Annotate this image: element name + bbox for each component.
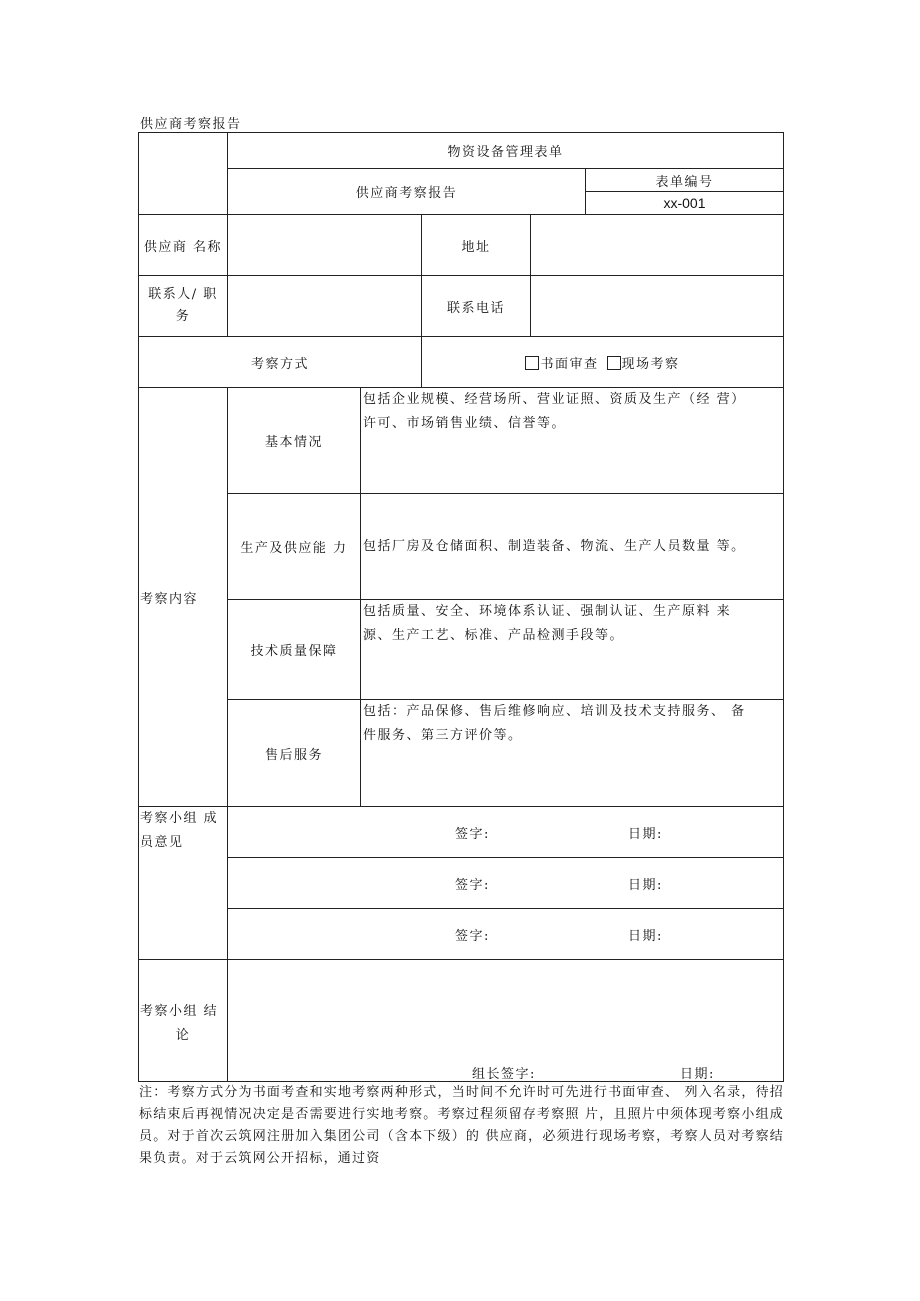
date-label: 日期: <box>628 929 663 944</box>
written-review-label: 书面审查 <box>540 356 599 372</box>
inspection-method-options <box>422 337 783 387</box>
written-review-checkbox[interactable] <box>525 353 598 372</box>
desc-line: 许可、市场销售业绩、信誉等。 <box>363 416 567 431</box>
onsite-inspection-label: 现场考察 <box>621 356 680 372</box>
contact-label-line-2: 务 <box>175 309 191 324</box>
contact-person-field[interactable] <box>228 276 421 336</box>
label-line: 考察小组 结 <box>140 1004 219 1019</box>
inspection-method-label: 考察方式 <box>250 356 309 372</box>
production-capacity-desc <box>363 494 781 599</box>
date-label: 日期: <box>628 878 663 893</box>
checkbox-icon <box>607 356 621 370</box>
after-sales-label: 售后服务 <box>264 747 323 763</box>
document-title: 供应商考察报告 <box>140 117 242 132</box>
form-number-label: 表单编号 <box>655 174 714 190</box>
conclusion-date-label: 日期: <box>680 1067 715 1082</box>
date-label: 日期: <box>628 827 663 842</box>
basic-info-desc <box>363 388 781 493</box>
production-capacity-label: 生产及供应能 力 <box>240 541 348 556</box>
checkbox-icon <box>525 356 539 370</box>
leader-signature-label: 组长签字: <box>472 1067 536 1082</box>
label-line: 员意见 <box>140 835 184 850</box>
basic-info-label: 基本情况 <box>264 435 323 450</box>
supplier-name-field[interactable] <box>228 215 421 275</box>
desc-line: 包括厂房及仓储面积、制造装备、物流、生产人员数量 等。 <box>363 538 746 554</box>
supplier-name-label: 供应商 名称 <box>143 239 223 255</box>
team-opinion-label <box>140 807 227 959</box>
onsite-inspection-checkbox[interactable] <box>607 353 680 372</box>
signature-label: 签字: <box>455 827 490 842</box>
phone-label: 联系电话 <box>446 300 505 316</box>
inspection-content-label: 考察内容 <box>140 591 199 607</box>
form-header-title: 物资设备管理表单 <box>447 145 564 160</box>
team-conclusion-label <box>140 1000 226 1048</box>
desc-line: 源、生产工艺、标准、产品检测手段等。 <box>363 628 625 643</box>
address-field[interactable] <box>531 215 783 275</box>
quality-assurance-desc <box>363 600 781 699</box>
after-sales-desc <box>363 700 781 806</box>
desc-line: 包括：产品保修、售后维修响应、培训及技术支持服务、 备 <box>363 704 746 719</box>
form-number-value: xx-001 <box>663 195 706 211</box>
footnote: 注：考察方式分为书面考查和实地考察两种形式，当时间不允许时可先进行书面审查、 列入名录，待招标结束后再视情况决定是否需要进行实地考察。考察过程须留存考察照 片，且照片中须体现考察小组成员。对于首次云筑网注册加入集团公司（含本下级）的 供应商，必须进行现场考察，考察人员对考察结果负责。对于云筑网公开招标，通过资 <box>139 1085 784 1166</box>
address-label: 地址 <box>461 239 491 255</box>
contact-label-line-1: 联系人/ 职 <box>148 287 218 302</box>
desc-line: 包括企业规模、经营场所、营业证照、资质及生产（经 营） <box>363 392 746 407</box>
desc-line: 包括质量、安全、环境体系认证、强制认证、生产原料 来 <box>363 604 732 619</box>
phone-field[interactable] <box>531 276 783 336</box>
desc-line: 件服务、第三方评价等。 <box>363 728 523 743</box>
label-line: 考察小组 成 <box>140 811 219 826</box>
signature-label: 签字: <box>455 929 490 944</box>
signature-label: 签字: <box>455 878 490 893</box>
form-header-subtitle: 供应商考察报告 <box>355 186 458 201</box>
contact-person-label <box>139 276 227 336</box>
label-line: 论 <box>175 1028 191 1043</box>
quality-assurance-label: 技术质量保障 <box>250 644 338 659</box>
